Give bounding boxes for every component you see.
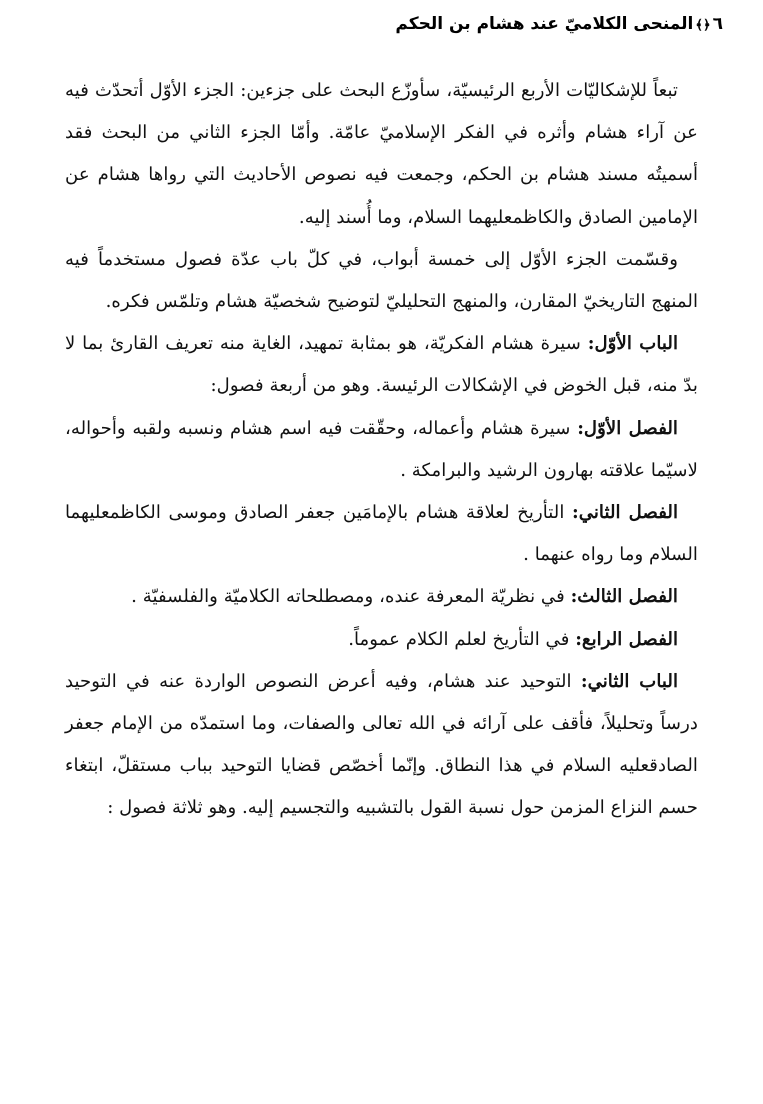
chapter-paragraph: الفصل الثاني: التأريخ لعلاقة هشام بالإمامَين جعفر الصادق وموسى الكاظمعليهما السلام وما رواه عنهما .: [65, 502, 698, 566]
running-title: المنحى الكلاميّ عند هشام بن الحكم: [395, 14, 694, 34]
chapter-heading: الفصل الرابع:: [575, 628, 678, 650]
section-heading: الباب الأوّل:: [587, 333, 678, 355]
chapter-paragraph: الفصل الرابع: في التأريخ لعلم الكلام عموماً.: [348, 628, 678, 650]
chapter-heading: الفصل الثالث:: [570, 586, 678, 608]
section-heading: الباب الثاني:: [580, 670, 679, 692]
chapter-heading: الفصل الأوّل:: [577, 417, 678, 439]
chapter-paragraph: الفصل الأوّل: سيرة هشام وأعماله، وحقّقت فيه اسم هشام ونسبه ولقبه وأحواله، لاسيّما علاقته بهارون الرشيد والبرامكة .: [65, 417, 698, 481]
ornament-icon: ﴿﴾: [695, 18, 711, 33]
body-text: [65, 70, 698, 830]
chapter-heading: الفصل الثاني:: [571, 502, 679, 524]
section-paragraph: الباب الثاني: التوحيد عند هشام، وفيه أعرض النصوص الواردة عنه في التوحيد درساً وتحليلاً، فأقف على آرائه في الله تعالى والصفات، وما استمدّه من الإمام جعفر الصادقعليه السلام في هذا النطاق. وإنّما أخصّص قضايا التوحيد بباب مستقلّ، ابتغاء حسم النزاع المزمن حول نسبة القول بالتشبيه والتجسيم إليه. وهو ثلاثة فصول :: [65, 670, 698, 819]
running-header: [40, 14, 723, 54]
paragraph: تبعاً للإشكاليّات الأربع الرئيسيّة، سأوزّع البحث على جزءين: الجزء الأوّل أتحدّث فيه عن آراء هشام وأثره في الفكر الإسلاميّ عامّة. وأمّا الجزء الثاني من البحث فقد أسميتُه مسند هشام بن الحكم، وجمعت فيه نصوص الأحاديث التي رواها هشام عن الإمامين الصادق والكاظمعليهما السلام، وما أُسند إليه.: [65, 80, 698, 228]
page-number: ٦: [712, 14, 723, 34]
section-paragraph: الباب الأوّل: سيرة هشام الفكريّة، هو بمثابة تمهيد، الغاية منه تعريف القارئ بما لا بدّ منه، قبل الخوض في الإشكالات الرئيسة. وهو من أربعة فصول:: [65, 333, 698, 397]
paragraph: وقسّمت الجزء الأوّل إلى خمسة أبواب، في كلّ باب عدّة فصول مستخدماً فيه المنهج التاريخيّ المقارن، والمنهج التحليليّ لتوضيح شخصيّة هشام وتلمّس فكره.: [65, 248, 698, 313]
chapter-paragraph: الفصل الثالث: في نظريّة المعرفة عنده، ومصطلحاته الكلاميّة والفلسفيّة .: [131, 586, 678, 608]
